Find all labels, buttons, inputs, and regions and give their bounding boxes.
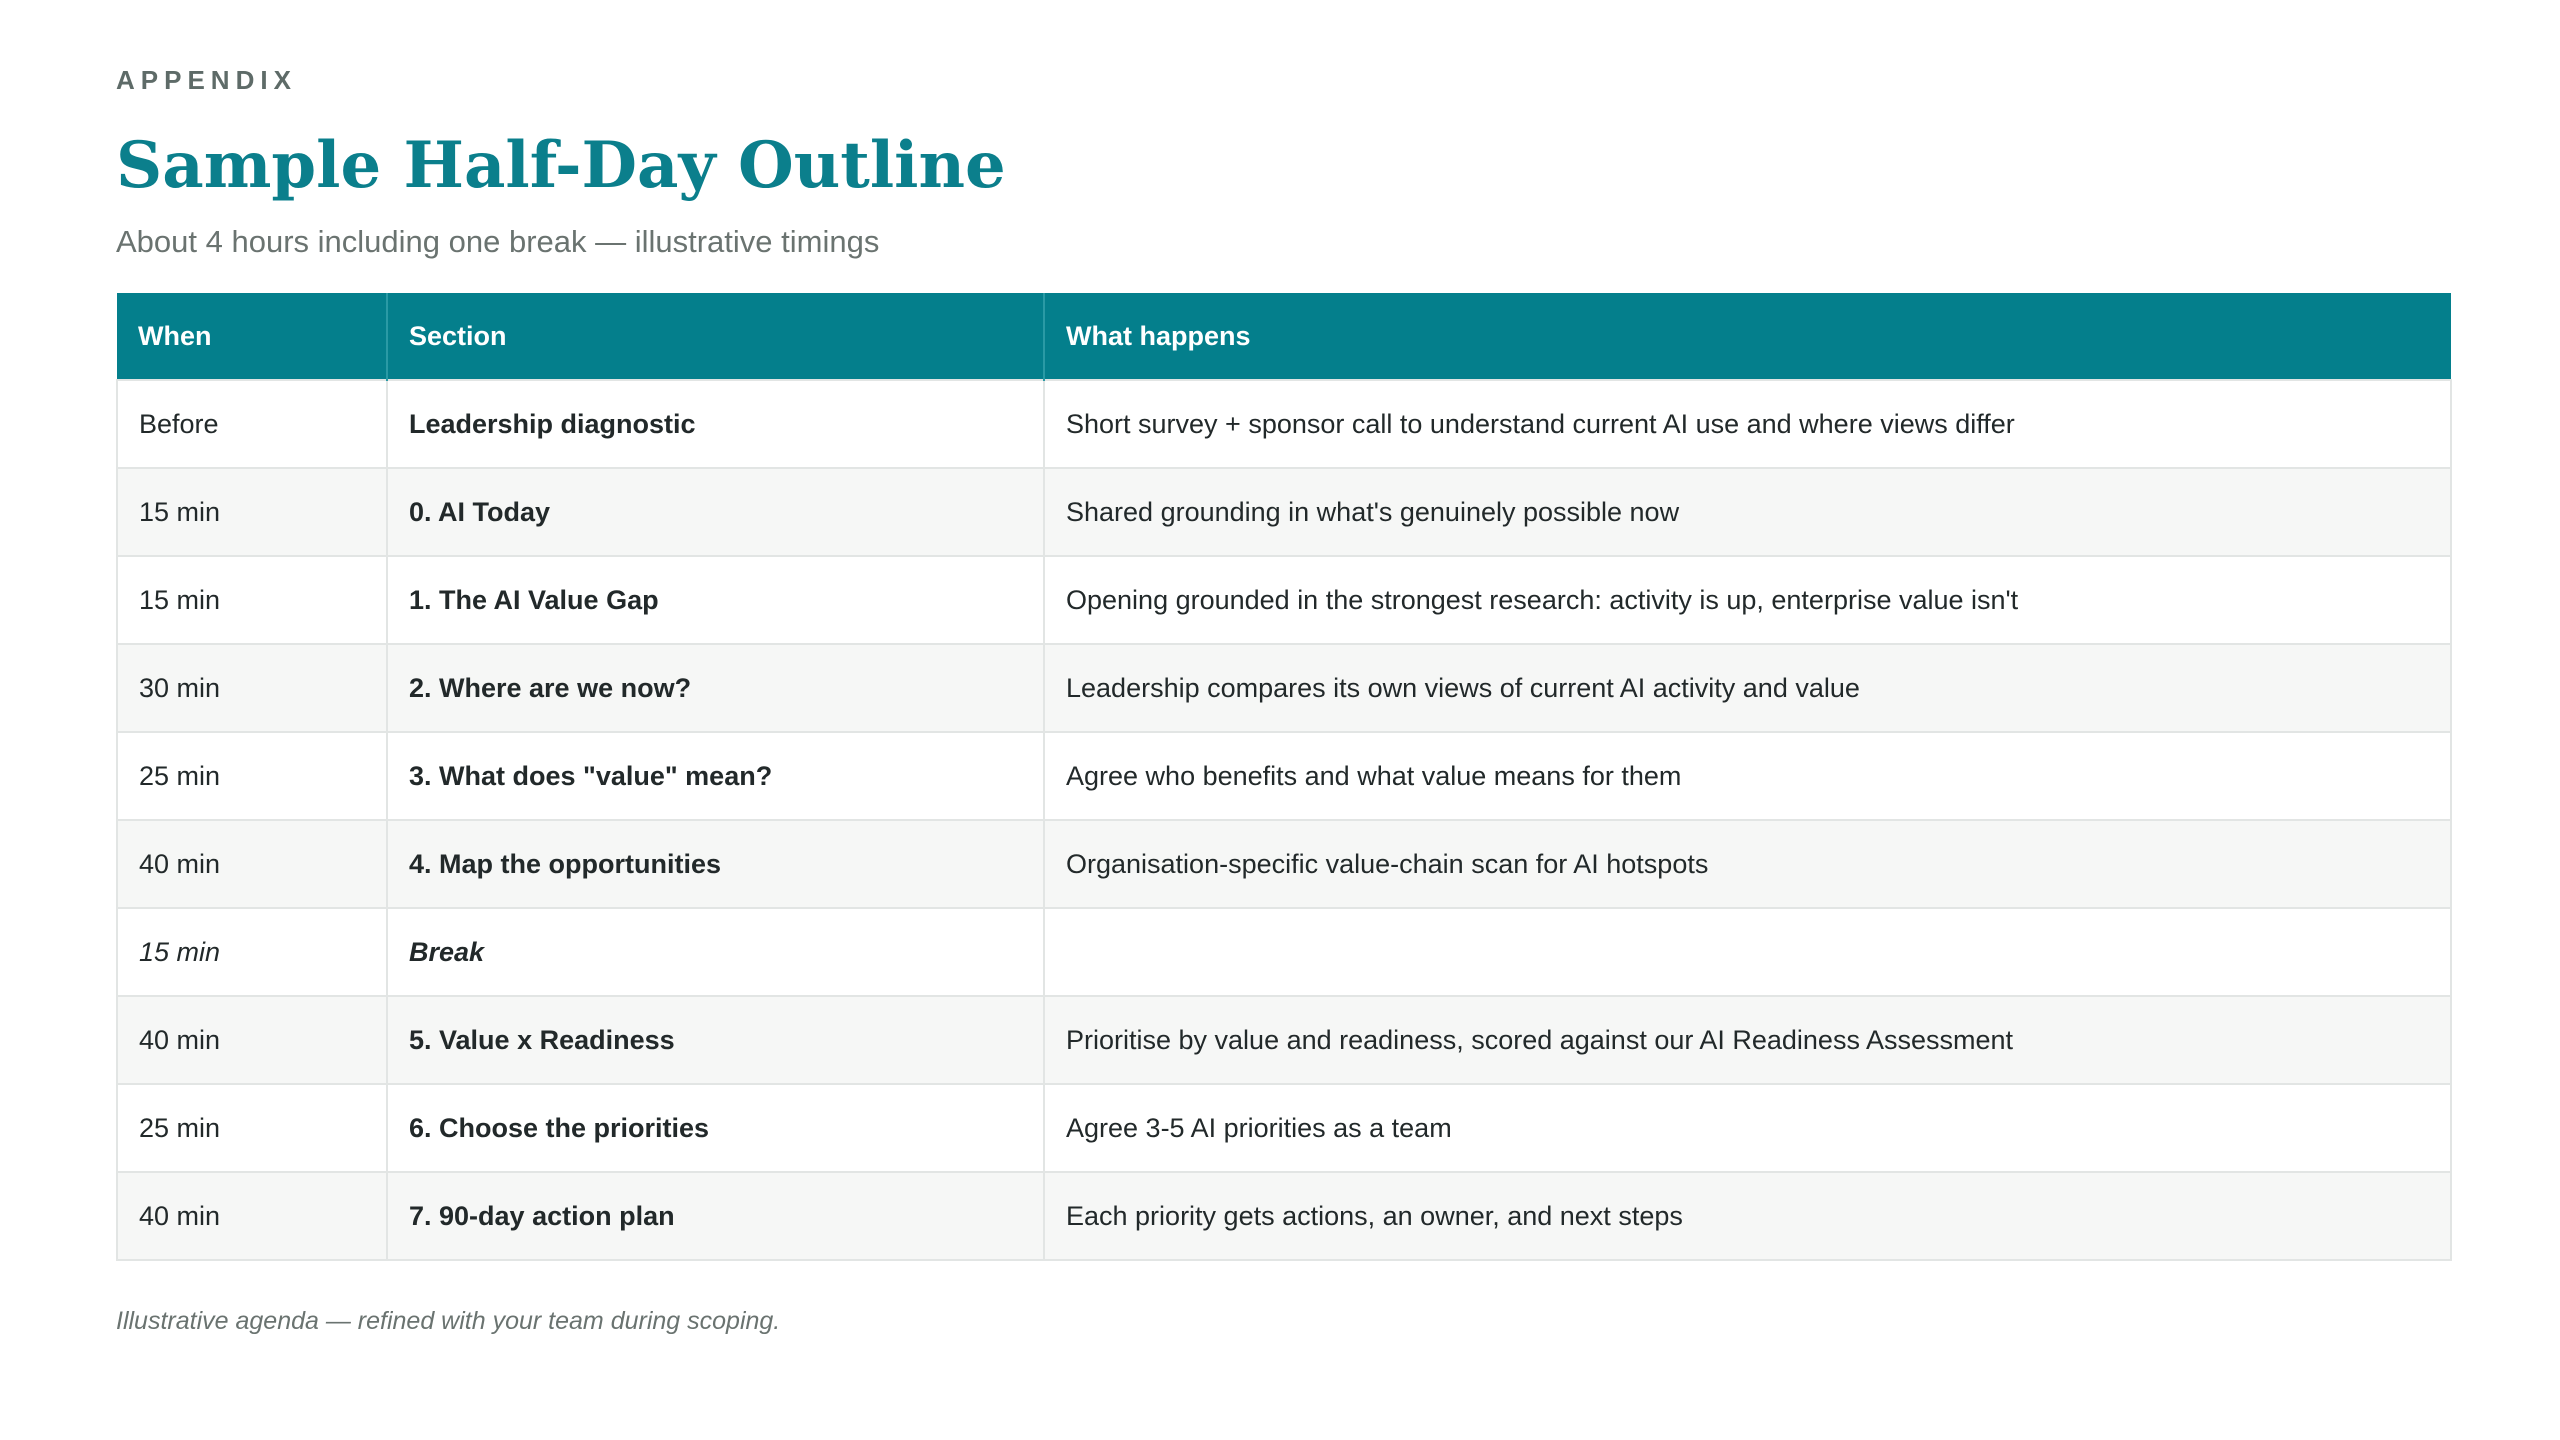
table-row bbox=[117, 468, 2451, 556]
cell-section: Break bbox=[387, 908, 1044, 996]
cell-when: 40 min bbox=[117, 820, 387, 908]
cell-what-happens bbox=[1044, 908, 2451, 996]
cell-section: 1. The AI Value Gap bbox=[387, 556, 1044, 644]
cell-section: 3. What does "value" mean? bbox=[387, 732, 1044, 820]
table-row bbox=[117, 380, 2451, 468]
column-header-section: Section bbox=[387, 293, 1044, 380]
cell-what-happens: Agree 3-5 AI priorities as a team bbox=[1044, 1084, 2451, 1172]
cell-when: 15 min bbox=[117, 556, 387, 644]
column-header-what-happens: What happens bbox=[1044, 293, 2451, 380]
cell-section: 5. Value x Readiness bbox=[387, 996, 1044, 1084]
table-row bbox=[117, 644, 2451, 732]
table-row bbox=[117, 1172, 2451, 1260]
cell-when: 15 min bbox=[117, 468, 387, 556]
cell-when: 25 min bbox=[117, 1084, 387, 1172]
agenda-table-body bbox=[117, 380, 2451, 1260]
cell-when: 25 min bbox=[117, 732, 387, 820]
cell-when: 40 min bbox=[117, 1172, 387, 1260]
cell-what-happens: Agree who benefits and what value means for them bbox=[1044, 732, 2451, 820]
cell-when: 30 min bbox=[117, 644, 387, 732]
cell-section: 6. Choose the priorities bbox=[387, 1084, 1044, 1172]
table-row bbox=[117, 732, 2451, 820]
cell-section: 4. Map the opportunities bbox=[387, 820, 1044, 908]
cell-what-happens: Leadership compares its own views of current AI activity and value bbox=[1044, 644, 2451, 732]
cell-section: 2. Where are we now? bbox=[387, 644, 1044, 732]
table-row bbox=[117, 996, 2451, 1084]
table-row bbox=[117, 1084, 2451, 1172]
cell-section: Leadership diagnostic bbox=[387, 380, 1044, 468]
page-title: Sample Half-Day Outline bbox=[116, 128, 1006, 203]
cell-what-happens: Short survey + sponsor call to understand current AI use and where views differ bbox=[1044, 380, 2451, 468]
cell-section: 7. 90-day action plan bbox=[387, 1172, 1044, 1260]
cell-what-happens: Organisation-specific value-chain scan for AI hotspots bbox=[1044, 820, 2451, 908]
cell-what-happens: Opening grounded in the strongest research: activity is up, enterprise value isn't bbox=[1044, 556, 2451, 644]
cell-section: 0. AI Today bbox=[387, 468, 1044, 556]
cell-what-happens: Shared grounding in what's genuinely possible now bbox=[1044, 468, 2451, 556]
eyebrow-label: APPENDIX bbox=[116, 65, 297, 95]
footnote: Illustrative agenda — refined with your team during scoping. bbox=[116, 1307, 781, 1335]
agenda-table-header bbox=[117, 293, 2451, 380]
page-subtitle: About 4 hours including one break — illustrative timings bbox=[116, 224, 880, 259]
column-header-when: When bbox=[117, 293, 387, 380]
cell-what-happens: Each priority gets actions, an owner, and next steps bbox=[1044, 1172, 2451, 1260]
cell-what-happens: Prioritise by value and readiness, scored against our AI Readiness Assessment bbox=[1044, 996, 2451, 1084]
table-row bbox=[117, 908, 2451, 996]
cell-when: 15 min bbox=[117, 908, 387, 996]
cell-when: Before bbox=[117, 380, 387, 468]
cell-when: 40 min bbox=[117, 996, 387, 1084]
header-row bbox=[117, 293, 2451, 380]
agenda-table bbox=[116, 293, 2452, 1261]
table-row bbox=[117, 556, 2451, 644]
table-row bbox=[117, 820, 2451, 908]
